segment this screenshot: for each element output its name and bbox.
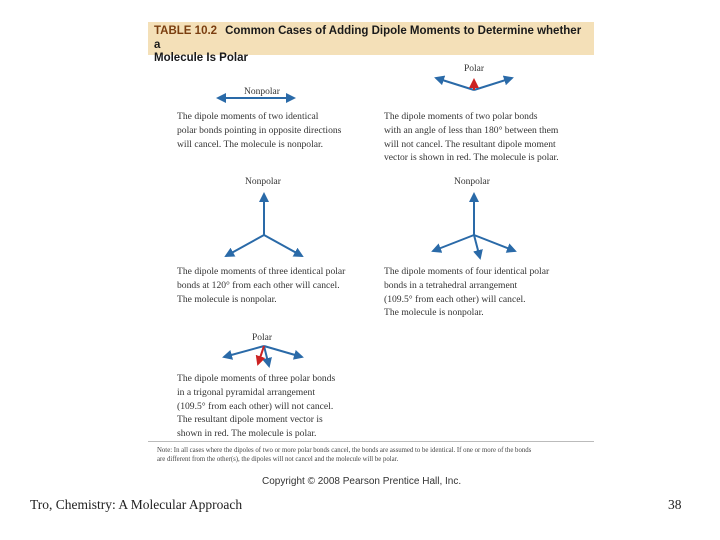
diagram-tetrahedral-nonpolar [433, 194, 515, 258]
case-1-description: The dipole moments of two identical polar bonds pointing in opposite directions will cancel. The molecule is nonpolar. [177, 111, 342, 150]
table-note: Note: In all cases where the dipoles of two or more polar bonds cancel, the bonds are assumed to be identical. If one or more of the bonds are different from the other(s), the dipoles will not cancel and the molecule will be polar. [157, 447, 532, 463]
diagram-trigonal-pyramidal-polar [224, 346, 302, 366]
case-5-label: Polar [252, 333, 273, 343]
dipole-arrow-left [436, 78, 474, 90]
dipole-arrow-left [224, 346, 264, 357]
dipole-arrow-lower-left [226, 235, 264, 256]
dipole-arrow-right [264, 346, 302, 357]
case-2-label: Polar [464, 64, 485, 74]
case-4-label: Nonpolar [454, 177, 490, 187]
case-3-label: Nonpolar [245, 177, 281, 187]
table-number: TABLE 10.2 [154, 25, 218, 37]
case-5-description: The dipole moments of three polar bonds in a trigonal pyramidal arrangement (109.5° from each other) will not cancel. The resultant dipole moment vector is shown in red. The molecule is polar. [177, 373, 336, 440]
diagram-bent-polar [436, 78, 512, 90]
slide-number: 38 [668, 497, 682, 512]
note-divider [148, 441, 594, 442]
resultant-dipole-arrow [258, 346, 264, 364]
case-1-label: Nonpolar [244, 87, 280, 97]
case-4-description: The dipole moments of four identical polar bonds in a tetrahedral arrangement (109.5° from each other) will cancel. The molecule is nonpolar. [384, 266, 550, 319]
dipole-arrow-lower-right [264, 235, 302, 256]
dipole-arrow-down [474, 235, 480, 258]
case-2-description: The dipole moments of two polar bonds with an angle of less than 180° between them will not cancel. The resultant dipole moment vector is shown in red. The molecule is polar. [384, 111, 559, 164]
case-3-description: The dipole moments of three identical polar bonds at 120° from each other will cancel. The molecule is nonpolar. [177, 266, 346, 305]
dipole-arrow-down [264, 346, 269, 366]
footer-course-title: Tro, Chemistry: A Molecular Approach [30, 497, 243, 512]
dipole-arrow-lower-right [474, 235, 515, 251]
diagram-trigonal-planar-nonpolar [226, 194, 302, 256]
dipole-arrow-right [474, 78, 512, 90]
copyright-text: Copyright © 2008 Pearson Prentice Hall, Inc. [262, 476, 462, 487]
dipole-arrow-lower-left [433, 235, 474, 251]
table-title-line1: Common Cases of Adding Dipole Moments to Determine whether a [154, 25, 582, 51]
table-title-line2: Molecule Is Polar [154, 52, 248, 64]
